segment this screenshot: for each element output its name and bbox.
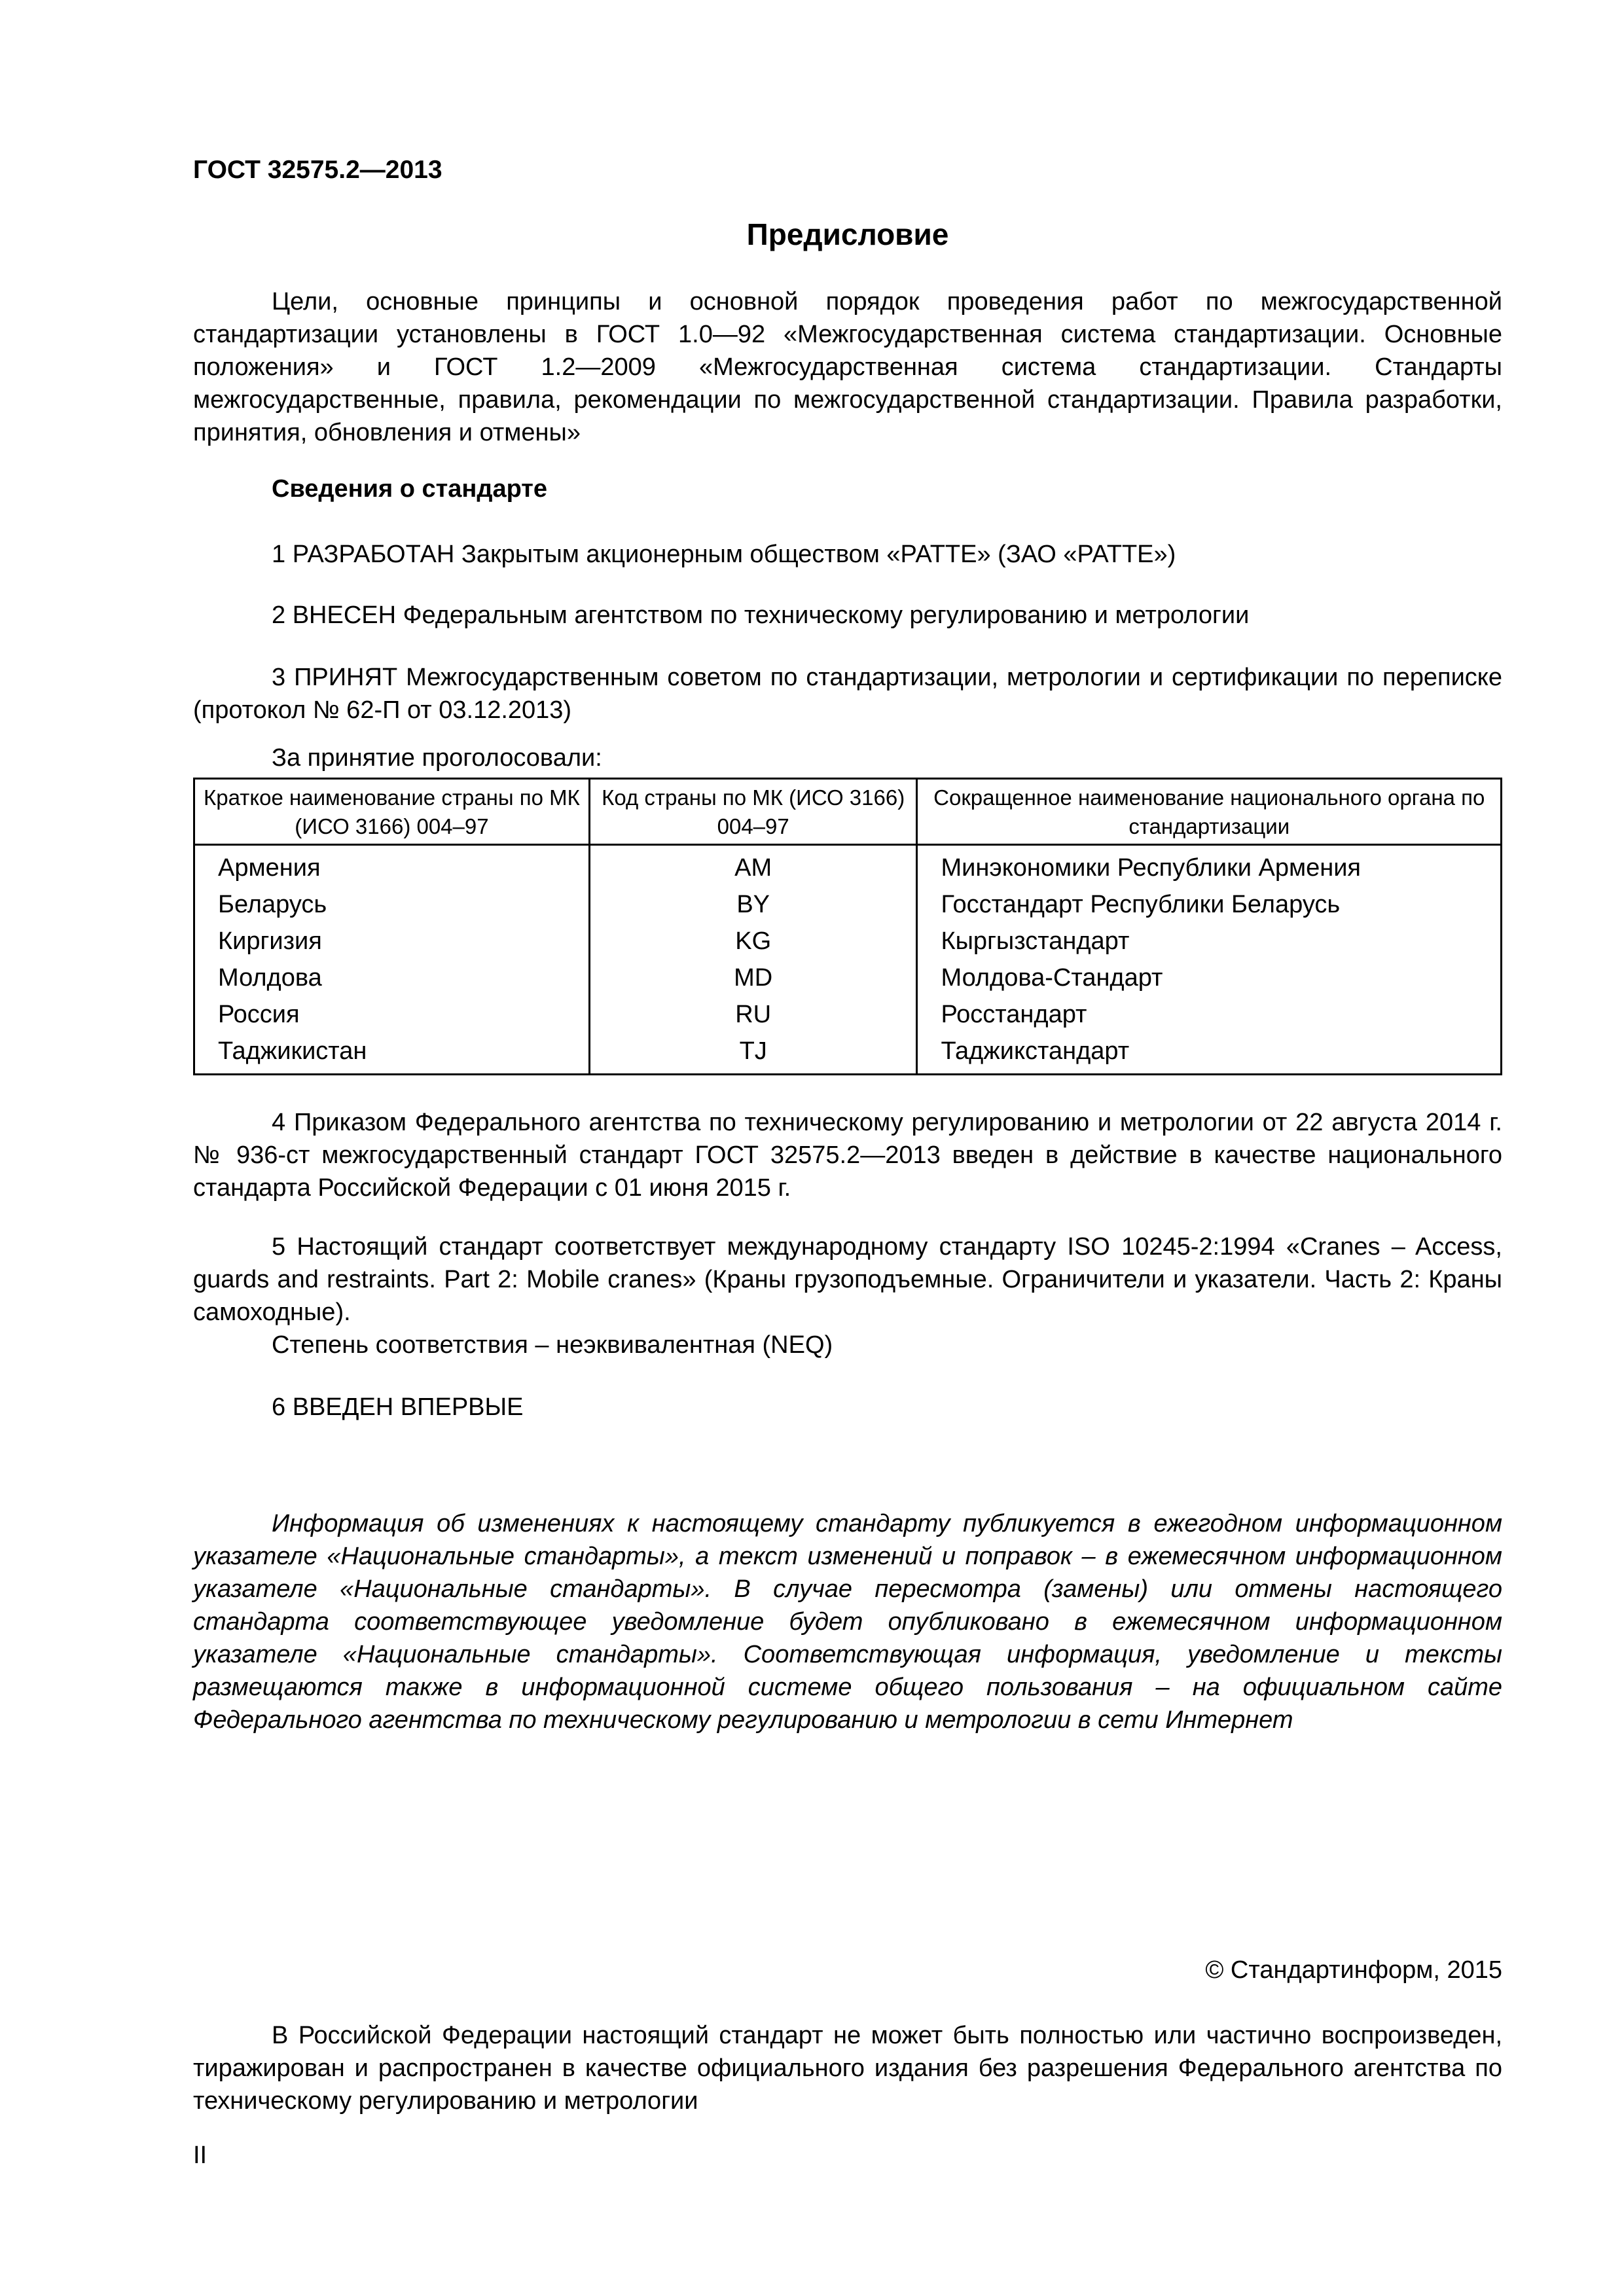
reproduction-notice: В Российской Федерации настоящий стандарт не может быть полностью или частично воспроизведен, тиражирован и распространен в качестве официального издания без разрешения Федерального агентства по техническому регулированию и метрологии	[193, 2022, 1502, 2115]
standards-body: Минэкономики Республики Армения	[917, 845, 1502, 887]
item-1-paragraph: 1 РАЗРАБОТАН Закрытым акционерным обществом «РАТТЕ» (ЗАО «РАТТЕ»)	[272, 541, 1176, 568]
country-code: MD	[589, 960, 917, 996]
voters-table	[193, 778, 1502, 1075]
page-title: Предисловие	[746, 217, 949, 251]
page-number: II	[193, 2142, 208, 2169]
voted-label: За принятие проголосовали:	[272, 744, 602, 772]
standards-body: Таджикстандарт	[917, 1033, 1502, 1075]
changes-note-paragraph: Информация об изменениях к настоящему стандарту публикуется в ежегодном информационном указателе «Национальные стандарты», а текст изменений и поправок – в ежемесячном информационном указателе «Национальные стандарты». В случае пересмотра (замены) или отмены настоящего стандарта соответствующее уведомление будет опубликовано в ежемесячном информационном указателе «Национальные стандарты». Соответствующая информация, уведомление и тексты размещаются также в информационной системе общего пользования – на официальном сайте Федерального агентства по техническому регулированию и метрологии в сети Интернет	[193, 1510, 1502, 1734]
country-code: BY	[589, 886, 917, 923]
standards-body: Кыргызстандарт	[917, 923, 1502, 960]
country-name: Беларусь	[194, 886, 590, 923]
table-row	[194, 1033, 1502, 1075]
copyright-notice: © Стандартинформ, 2015	[1205, 1956, 1502, 1984]
item-5-degree: Степень соответствия – неэквивалентная (NEQ)	[272, 1331, 833, 1359]
item-3-paragraph: 3 ПРИНЯТ Межгосударственным советом по стандартизации, метрологии и сертификации по переписке (протокол № 62-П от 03.12.2013)	[193, 664, 1502, 724]
country-code: KG	[589, 923, 917, 960]
table-row	[194, 923, 1502, 960]
header-country-name: Краткое наименование страны по МК (ИСО 3166) 004–97	[194, 779, 590, 845]
table-row	[194, 886, 1502, 923]
item-6-paragraph: 6 ВВЕДЕН ВПЕРВЫЕ	[272, 1393, 524, 1421]
table-row	[194, 960, 1502, 996]
header-country-code: Код страны по МК (ИСО 3166) 004–97	[589, 779, 917, 845]
standards-body: Госстандарт Республики Беларусь	[917, 886, 1502, 923]
document-number: ГОСТ 32575.2—2013	[193, 156, 442, 184]
header-standards-body: Сокращенное наименование национального органа по стандартизации	[917, 779, 1502, 845]
standards-body: Молдова-Стандарт	[917, 960, 1502, 996]
standards-body: Росстандарт	[917, 996, 1502, 1033]
country-name: Молдова	[194, 960, 590, 996]
item-4-paragraph: 4 Приказом Федерального агентства по техническому регулированию и метрологии от 22 августа 2014 г. № 936-ст межгосударственный стандарт ГОСТ 32575.2—2013 введен в действие в качестве национального стандарта Российской Федерации с 01 июня 2015 г.	[193, 1109, 1502, 1202]
preface-intro-paragraph: Цели, основные принципы и основной порядок проведения работ по межгосударственной стандартизации установлены в ГОСТ 1.0—92 «Межгосударственная система стандартизации. Основные положения» и ГОСТ 1.2—2009 «Межгосударственная система стандартизации. Стандарты межгосударственные, правила, рекомендации по межгосударственной стандартизации. Правила разработки, принятия, обновления и отмены»	[193, 288, 1502, 446]
country-name: Таджикистан	[194, 1033, 590, 1075]
country-code: RU	[589, 996, 917, 1033]
country-code: TJ	[589, 1033, 917, 1075]
table-row	[194, 996, 1502, 1033]
country-name: Армения	[194, 845, 590, 887]
country-code: AM	[589, 845, 917, 887]
item-5-paragraph: 5 Настоящий стандарт соответствует международному стандарту ISO 10245-2:1994 «Cranes – Access, guards and restraints. Part 2: Mobile cranes» (Краны грузоподъемные. Ограничители и указатели. Часть 2: Краны самоходные).	[193, 1233, 1502, 1326]
country-name: Россия	[194, 996, 590, 1033]
table-row	[194, 845, 1502, 887]
item-2-paragraph: 2 ВНЕСЕН Федеральным агентством по техническому регулированию и метрологии	[272, 601, 1250, 629]
info-heading: Сведения о стандарте	[272, 475, 548, 503]
table-header-row	[194, 779, 1502, 845]
country-name: Киргизия	[194, 923, 590, 960]
